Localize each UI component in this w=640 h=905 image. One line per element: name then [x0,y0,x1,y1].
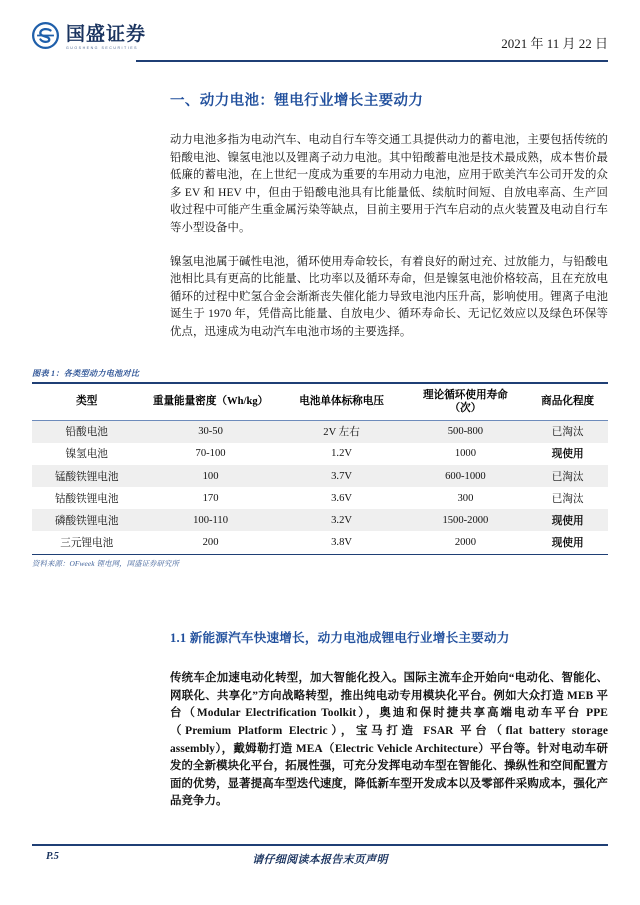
guosheng-emblem-icon [32,22,59,54]
header-divider [136,60,608,63]
section-body [170,132,608,342]
cell-cycles: 500-800 [404,420,528,443]
section-heading-1: 一、动力电池：锂电行业增长主要动力 [170,93,424,109]
cell-type: 三元锂电池 [60,538,114,550]
company-logo [32,22,146,54]
col-header-cycle-life-line1: 理论循环使用寿命 [423,389,508,401]
cell-voltage: 3.2V [280,509,404,531]
cell-cycles: 2000 [454,537,476,549]
cell-status: 现使用 [551,449,584,461]
cell-density: 200 [202,537,219,549]
cell-cycles: 1500-2000 [404,509,528,531]
cell-status: 已淘汰 [527,420,608,443]
table-body [32,420,608,554]
col-header-cell-voltage: 电池单体标称电压 [299,396,384,408]
page-number: P.5 [46,851,59,862]
cell-status: 现使用 [527,509,608,531]
cell-density: 170 [202,492,219,504]
cell-cycles: 300 [457,492,474,504]
page-header [0,0,640,62]
cell-voltage: 2V 左右 [280,420,404,443]
col-header-energy-density: 重量能量密度（Wh/kg） [152,396,269,408]
footer-disclaimer: 请仔细阅读本报告末页声明 [252,854,388,866]
cell-density: 100 [141,465,279,487]
col-header-commercialization: 商品化程度 [541,396,595,408]
col-header-cycle-life-line2: （次） [449,402,482,414]
exhibit-source: 资料来源：OFweek 锂电网，国盛证券研究所 [32,559,180,569]
col-header-type: 类型 [76,396,98,408]
table-row [32,443,608,465]
cell-type: 铅酸电池 [32,420,141,443]
table-row [32,487,608,509]
battery-comparison-table [32,384,608,554]
subsection-body [170,670,608,811]
cell-type: 锰酸铁锂电池 [32,465,141,487]
cell-status: 已淘汰 [551,493,584,505]
cell-type: 镍氢电池 [65,449,108,461]
cell-density: 100-110 [141,509,279,531]
cell-voltage: 3.8V [331,537,353,549]
report-date: 2021 年 11 月 22 日 [501,36,608,51]
cell-type: 磷酸铁锂电池 [32,509,141,531]
exhibit-1 [32,368,608,570]
cell-voltage: 3.7V [280,465,404,487]
page-content [0,89,640,811]
subsection-paragraph-1: 传统车企加速电动化转型，加大智能化投入。国际主流车企开始向“电动化、智能化、网联化、共享化”方向战略转型，推出纯电动专用模块化平台。例如大众打造 MEB 平台（Modular Electrification Toolkit），奥迪和保时捷共享高端电动车平台 PPE（Premium Platform Electric），宝马打造 FSAR 平台（flat battery storage assembly），戴姆勒打造 MEA（Electric Vehicle Architecture）平台等。针对电动车研发的全新模块化平台，拓展性强，可充分发挥电动车型在智能化、操纵性和空间配置方面的优势，显著提高车型迭代速度，降低新车型开发成本以及零部件采购成本，强化产品竞争力。 [170,672,608,808]
cell-density: 70-100 [195,448,226,460]
cell-voltage: 3.6V [331,492,353,504]
section-heading-1-1: 1.1 新能源汽车快速增长，动力电池成锂电行业增长主要动力 [170,631,510,646]
table-row [32,465,608,487]
page-footer [32,844,608,867]
cell-cycles: 600-1000 [404,465,528,487]
cell-status: 现使用 [551,538,584,550]
brand-name-cn: 国盛证券 [66,24,147,46]
table-row [32,509,608,531]
cell-density: 30-50 [141,420,279,443]
paragraph-1: 动力电池多指为电动汽车、电动自行车等交通工具提供动力的蓄电池，主要包括传统的铅酸电池、镍氢电池以及锂离子动力电池。其中铅酸蓄电池是技术最成熟，成本售价最低廉的蓄电池，在上世纪一度成为重要的车用动力电池，应用于欧美汽车公司开发的众多 EV 和 HEV 中，但由于铅酸电池具有比能量低、续航时间短、自放电率高、生产回收过程中可能产生重金属污染等缺点，目前主要用于汽车启动的点火装置及电动自行车等小型设备中。 [170,134,608,234]
paragraph-2: 镍氢电池属于碱性电池，循环使用寿命较长，有着良好的耐过充、过放能力，与铅酸电池相比具有更高的比能量、比功率以及循环寿命，但是镍氢电池价格较高，且在充放电循环的过程中贮氢合金会渐渐丧失催化能力导致电池内压升高，影响使用。锂离子电池诞生于 1970 年，凭借高比能量、自放电少、循环寿命长、无记忆效应以及绿色环保等优点，迅速成为电动汽车电池市场的主要选择。 [170,255,608,338]
cell-voltage: 1.2V [331,448,353,460]
table-bottom-rule [32,554,608,556]
table-row [32,420,608,443]
table-header-row [32,384,608,421]
cell-cycles: 1000 [454,448,476,460]
table-row [32,531,608,553]
cell-type: 钴酸铁锂电池 [54,493,119,505]
cell-status: 已淘汰 [527,465,608,487]
col-header-cycle-life [404,384,528,421]
footer-divider [32,844,608,846]
brand-name-en: GUOSHENG SECURITIES [66,46,139,51]
exhibit-caption: 图表 1：各类型动力电池对比 [32,368,140,378]
